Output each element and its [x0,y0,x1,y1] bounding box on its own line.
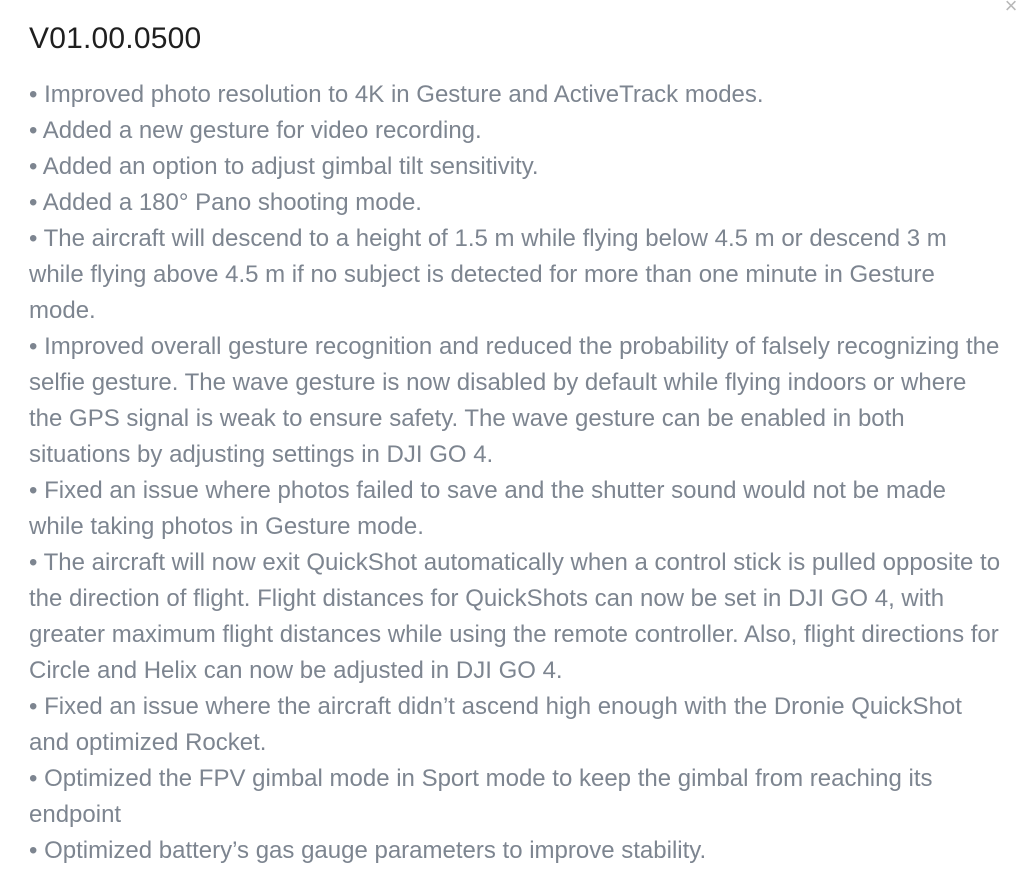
close-icon[interactable]: × [1004,0,1018,16]
release-note-item: • Fixed an issue where the aircraft didn’t ascend high enough with the Dronie QuickShot and optimized Rocket. [29,693,962,756]
release-note-item: • Improved overall gesture recognition and reduced the probability of falsely recognizing the selfie gesture. The wave gesture is now disabled by default while flying indoors or where the GPS signal is weak to ensure safety. The wave gesture can be enabled in both situations by adjusting settings in DJI GO 4. [29,333,1000,468]
release-note-item: • The aircraft will now exit QuickShot automatically when a control stick is pulled opposite to the direction of flight. Flight distances for QuickShots can now be set in DJI GO 4, with greater maximum flight distances while using the remote controller. Also, flight directions for Circle and Helix can now be adjusted in DJI GO 4. [29,549,1001,684]
version-title: V01.00.0500 [29,22,202,55]
release-note-item: • The aircraft will descend to a height of 1.5 m while flying below 4.5 m or descend 3 m while flying above 4.5 m if no subject is detected for more than one minute in Gesture mode. [29,225,947,324]
release-note-item: • Optimized the FPV gimbal mode in Sport mode to keep the gimbal from reaching its endpoint [29,765,933,828]
release-notes-list [29,77,1004,869]
release-note-item: • Improved photo resolution to 4K in Gesture and ActiveTrack modes. [29,81,764,108]
release-note-item: • Added a 180° Pano shooting mode. [29,189,422,216]
release-note-item: • Added a new gesture for video recording. [29,117,482,144]
release-note-item: • Fixed an issue where photos failed to save and the shutter sound would not be made while taking photos in Gesture mode. [29,477,946,540]
release-note-item: • Optimized battery’s gas gauge parameters to improve stability. [29,837,707,864]
release-note-item: • Added an option to adjust gimbal tilt sensitivity. [29,153,539,180]
